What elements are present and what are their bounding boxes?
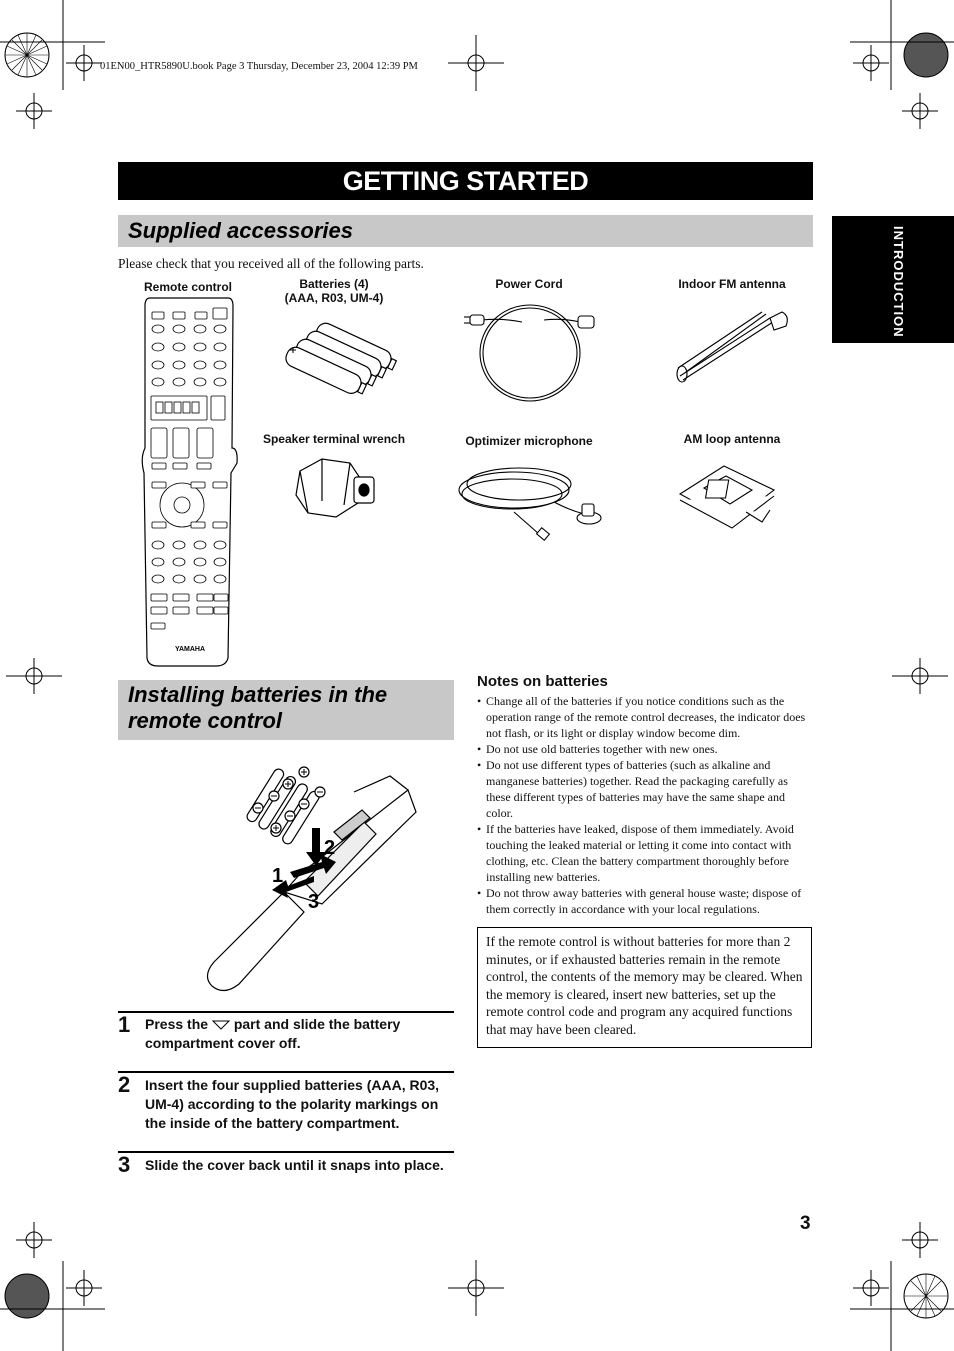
step-2-number: 2: [118, 1072, 131, 1097]
step-3-text: Slide the cover back until it snaps into place.: [145, 1157, 444, 1173]
step-3-number: 3: [118, 1152, 131, 1177]
batteries-label-line1: Batteries (4): [299, 277, 369, 291]
step-divider: [118, 1011, 454, 1013]
installing-batteries-heading: Installing batteries in the remote control: [118, 680, 454, 740]
diagram-label-3: 3: [308, 891, 320, 913]
notes-heading: Notes on batteries: [477, 673, 608, 690]
note-item: • Do not throw away batteries with general house waste; dispose of them correctly in accordance with your local regulations.: [477, 885, 813, 917]
file-header: 01EN00_HTR5890U.book Page 3 Thursday, December 23, 2004 12:39 PM: [100, 61, 418, 72]
remote-control-image: [140, 298, 240, 668]
remote-brand-logo: YAMAHA: [174, 646, 206, 653]
power-cord-label: Power Cord: [495, 277, 563, 291]
am-antenna-label: AM loop antenna: [683, 432, 781, 446]
fm-antenna-label: Indoor FM antenna: [678, 277, 786, 291]
notes-list: [477, 693, 813, 917]
remote-control-label: Remote control: [144, 280, 233, 294]
fm-antenna-image: [674, 296, 804, 386]
step-2-text: Insert the four supplied batteries (AAA, R03, UM-4) according to the polarity markings on the inside of the battery compartment.: [145, 1077, 440, 1131]
step-divider: [118, 1071, 454, 1073]
microphone-label: Optimizer microphone: [465, 434, 593, 448]
note-item: • Change all of the batteries if you notice conditions such as the operation range of the remote control decreases, the indicator does not flash, or its light or display window become dim.: [477, 693, 813, 741]
wrench-image: [292, 455, 382, 525]
note-item: • Do not use different types of batteries (such as alkaline and manganese batteries) together. Read the packaging carefully as these different types of batteries may have the same shape and color.: [477, 757, 813, 821]
page-number: 3: [800, 1213, 811, 1234]
step-divider: [118, 1151, 454, 1153]
supplied-accessories-heading: Supplied accessories: [118, 215, 813, 247]
step-1-text: Press the part and slide the battery compartment cover off.: [145, 1016, 401, 1051]
accessories-intro: Please check that you received all of the following parts.: [118, 256, 424, 271]
power-cord-image: [462, 296, 602, 406]
am-antenna-image: [674, 450, 784, 540]
memory-note-box: If the remote control is without batteries for more than 2 minutes, or if exhausted batteries remain in the remote control, the contents of the memory may be cleared. When the memory is cleared, insert new batteries, set up the remote control code and program any acquired functions that may have been cleared.: [477, 927, 812, 1048]
triangle-down-icon: [212, 1020, 230, 1030]
wrench-label: Speaker terminal wrench: [262, 432, 406, 446]
batteries-image: [262, 312, 412, 402]
installation-diagram: [194, 762, 424, 1002]
note-item: • If the batteries have leaked, dispose of them immediately. Avoid touching the leaked material or letting it come into contact with clothing, etc. Clean the battery compartment thoroughly before installing new batteries.: [477, 821, 813, 885]
side-tab-label: INTRODUCTION: [891, 226, 906, 338]
diagram-label-1: 1: [272, 865, 284, 887]
note-item: • Do not use old batteries together with new ones.: [477, 741, 813, 757]
side-tab: [832, 216, 954, 343]
page-title: GETTING STARTED: [118, 162, 813, 200]
batteries-label-line2: (AAA, R03, UM-4): [284, 291, 384, 305]
diagram-label-2: 2: [324, 837, 336, 859]
microphone-image: [454, 452, 604, 542]
step-1-number: 1: [118, 1012, 131, 1037]
